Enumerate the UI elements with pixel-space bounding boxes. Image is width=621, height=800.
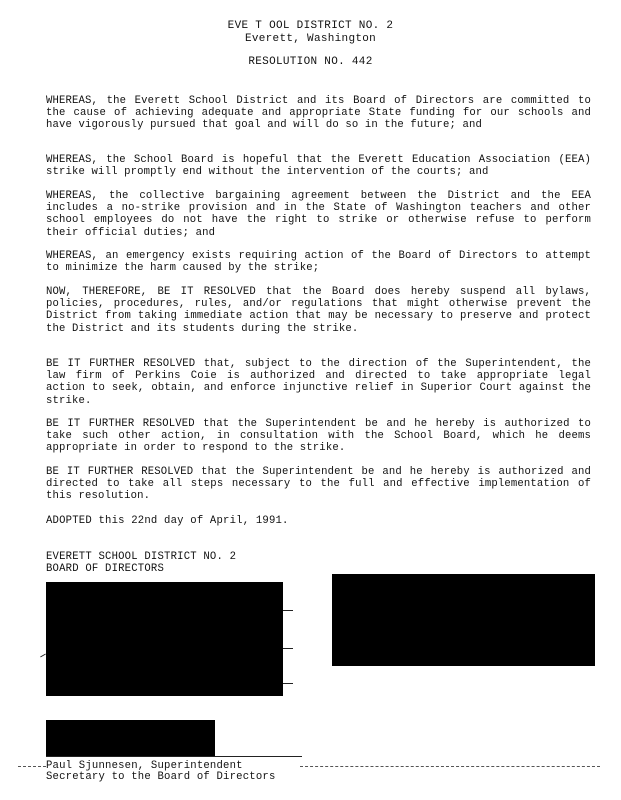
scan-artifact-line xyxy=(18,766,46,767)
resolved-paragraph-implementation: BE IT FURTHER RESOLVED that the Superintendent be and he hereby is authorized and directed to take all steps necessary to the full and effective implementation of this resolution. xyxy=(46,466,591,503)
whereas-paragraph-funding: WHEREAS, the Everett School District and its Board of Directors are committed to the cause of achieving adequate and appropriate State funding for our schools and have vigorously pursued that goal and will do so in the future; and xyxy=(46,95,591,132)
attest-signature-line xyxy=(46,756,302,757)
city-heading: Everett, Washington xyxy=(244,33,377,45)
attest-name-title: Paul Sjunnesen, Superintendent xyxy=(46,760,243,772)
whereas-paragraph-strike-end: WHEREAS, the School Board is hopeful that the Everett Education Association (EEA) strike will promptly end without the intervention of the courts; and xyxy=(46,154,591,179)
resolved-paragraph-legal-action: BE IT FURTHER RESOLVED that, subject to the direction of the Superintendent, the law firm of Perkins Coie is authorized and directed to take appropriate legal action to seek, obtain, and enforce injunctive relief in Superior Court against the strike. xyxy=(46,358,591,407)
resolution-number: RESOLUTION NO. 442 xyxy=(248,56,373,68)
signature-line-tick xyxy=(283,683,293,684)
whereas-paragraph-no-strike: WHEREAS, the collective bargaining agreement between the District and the EEA includes a no-strike provision and in the State of Washington teachers and other school employees do not have the right to strike or otherwise refuse to perform their official duties; and xyxy=(46,190,591,239)
redacted-signatures-left xyxy=(46,582,283,696)
attest-role: Secretary to the Board of Directors xyxy=(46,771,276,783)
resolved-paragraph-suspend: NOW, THEREFORE, BE IT RESOLVED that the Board does hereby suspend all bylaws, policies, procedures, rules, and/or regulations that might otherwise prevent the District from taking immediate action that may be necessary to preserve and protect the District and its students during the strike. xyxy=(46,286,591,335)
scan-artifact-line xyxy=(300,766,600,767)
resolved-paragraph-superintendent: BE IT FURTHER RESOLVED that the Superintendent be and he hereby is authorized to take such other action, in consultation with the School Board, which he deems appropriate in order to respond to the strike. xyxy=(46,418,591,455)
signature-mark xyxy=(40,654,46,658)
signature-line-tick xyxy=(283,610,293,611)
whereas-paragraph-emergency: WHEREAS, an emergency exists requiring action of the Board of Directors to attempt to minimize the harm caused by the strike; xyxy=(46,250,591,275)
redacted-attest-signature xyxy=(46,720,215,756)
redacted-signatures-right xyxy=(332,574,595,666)
adopted-date: ADOPTED this 22nd day of April, 1991. xyxy=(46,515,289,527)
signature-district: EVERETT SCHOOL DISTRICT NO. 2 xyxy=(46,551,237,563)
signature-line-tick xyxy=(283,648,293,649)
district-heading: EVE T OOL DISTRICT NO. 2 xyxy=(227,20,394,32)
signature-board: BOARD OF DIRECTORS xyxy=(46,563,165,575)
